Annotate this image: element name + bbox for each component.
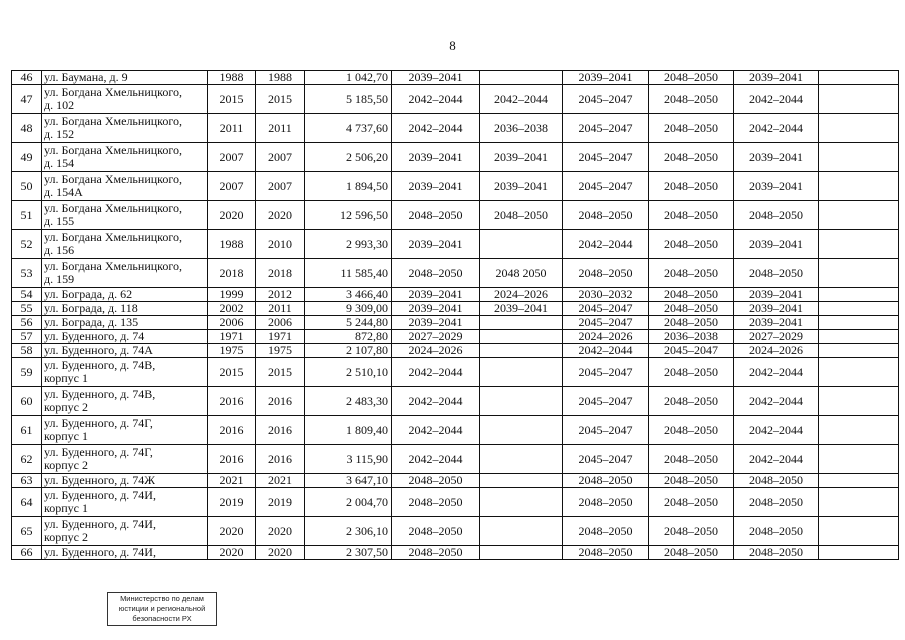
period-3-cell: 2030–2032 — [563, 288, 649, 302]
period-4-cell: 2048–2050 — [649, 230, 734, 259]
row-number: 48 — [12, 114, 42, 143]
table-row — [12, 358, 899, 387]
row-number: 61 — [12, 416, 42, 445]
period-5-cell: 2042–2044 — [734, 387, 819, 416]
year-built-cell: 2020 — [208, 546, 256, 560]
address-cell — [42, 302, 208, 316]
period-4-cell: 2048–2050 — [649, 114, 734, 143]
period-3-cell: 2048–2050 — [563, 488, 649, 517]
address-line: корпус 2 — [44, 458, 88, 472]
address-cell — [42, 546, 208, 560]
address-line: ул. Бограда, д. 62 — [44, 287, 133, 301]
area-cell: 3 647,10 — [305, 474, 392, 488]
period-2-cell: 2024–2026 — [480, 288, 563, 302]
area-cell: 2 993,30 — [305, 230, 392, 259]
year-commissioned-cell: 1975 — [256, 344, 305, 358]
stamp-line: безопасности РХ — [132, 614, 192, 623]
address-cell — [42, 172, 208, 201]
period-5-cell: 2048–2050 — [734, 488, 819, 517]
period-4-cell: 2048–2050 — [649, 302, 734, 316]
period-1-cell: 2048–2050 — [392, 474, 480, 488]
table-row — [12, 316, 899, 330]
period-5-cell: 2039–2041 — [734, 288, 819, 302]
year-built-cell: 2015 — [208, 85, 256, 114]
period-1-cell: 2048–2050 — [392, 546, 480, 560]
year-commissioned-cell: 2006 — [256, 316, 305, 330]
period-5-cell: 2042–2044 — [734, 445, 819, 474]
period-4-cell: 2045–2047 — [649, 344, 734, 358]
empty-cell — [819, 71, 899, 85]
area-cell: 5 185,50 — [305, 85, 392, 114]
capital-repair-schedule-table — [11, 70, 899, 560]
period-1-cell: 2042–2044 — [392, 85, 480, 114]
table-row — [12, 201, 899, 230]
period-3-cell: 2045–2047 — [563, 85, 649, 114]
address-cell — [42, 330, 208, 344]
table-row — [12, 546, 899, 560]
area-cell: 2 306,10 — [305, 517, 392, 546]
empty-cell — [819, 416, 899, 445]
period-1-cell: 2039–2041 — [392, 172, 480, 201]
period-2-cell — [480, 387, 563, 416]
row-number: 55 — [12, 302, 42, 316]
period-1-cell: 2042–2044 — [392, 416, 480, 445]
row-number: 60 — [12, 387, 42, 416]
period-3-cell: 2048–2050 — [563, 201, 649, 230]
row-number: 57 — [12, 330, 42, 344]
period-1-cell: 2027–2029 — [392, 330, 480, 344]
table-row — [12, 445, 899, 474]
address-line: д. 155 — [44, 214, 75, 228]
year-commissioned-cell: 2016 — [256, 416, 305, 445]
table-row — [12, 85, 899, 114]
address-line: д. 152 — [44, 127, 75, 141]
period-4-cell: 2048–2050 — [649, 546, 734, 560]
period-4-cell: 2048–2050 — [649, 85, 734, 114]
address-line: ул. Богдана Хмельницкого, — [44, 85, 183, 99]
address-cell — [42, 474, 208, 488]
period-2-cell: 2048 2050 — [480, 259, 563, 288]
address-line: ул. Богдана Хмельницкого, — [44, 143, 183, 157]
row-number: 64 — [12, 488, 42, 517]
period-1-cell: 2024–2026 — [392, 344, 480, 358]
period-5-cell: 2039–2041 — [734, 143, 819, 172]
period-4-cell: 2048–2050 — [649, 316, 734, 330]
period-4-cell: 2048–2050 — [649, 201, 734, 230]
address-cell — [42, 445, 208, 474]
period-5-cell: 2042–2044 — [734, 85, 819, 114]
row-number: 66 — [12, 546, 42, 560]
year-commissioned-cell: 2012 — [256, 288, 305, 302]
address-line: корпус 2 — [44, 530, 88, 544]
period-5-cell: 2039–2041 — [734, 316, 819, 330]
period-1-cell: 2048–2050 — [392, 259, 480, 288]
period-5-cell: 2048–2050 — [734, 546, 819, 560]
period-1-cell: 2039–2041 — [392, 230, 480, 259]
period-3-cell: 2045–2047 — [563, 143, 649, 172]
empty-cell — [819, 201, 899, 230]
year-commissioned-cell: 2021 — [256, 474, 305, 488]
address-line: д. 156 — [44, 243, 75, 257]
area-cell: 2 307,50 — [305, 546, 392, 560]
period-3-cell: 2039–2041 — [563, 71, 649, 85]
table-row — [12, 474, 899, 488]
year-commissioned-cell: 2020 — [256, 201, 305, 230]
period-3-cell: 2045–2047 — [563, 416, 649, 445]
year-built-cell: 2016 — [208, 445, 256, 474]
year-commissioned-cell: 2020 — [256, 517, 305, 546]
period-1-cell: 2048–2050 — [392, 201, 480, 230]
period-5-cell: 2039–2041 — [734, 230, 819, 259]
area-cell: 1 894,50 — [305, 172, 392, 201]
period-2-cell — [480, 546, 563, 560]
table-row — [12, 114, 899, 143]
period-2-cell — [480, 488, 563, 517]
address-cell — [42, 71, 208, 85]
row-number: 54 — [12, 288, 42, 302]
period-4-cell: 2048–2050 — [649, 474, 734, 488]
period-4-cell: 2048–2050 — [649, 288, 734, 302]
period-4-cell: 2048–2050 — [649, 517, 734, 546]
year-commissioned-cell: 1988 — [256, 71, 305, 85]
area-cell: 1 809,40 — [305, 416, 392, 445]
empty-cell — [819, 546, 899, 560]
year-built-cell: 2002 — [208, 302, 256, 316]
year-commissioned-cell: 2016 — [256, 445, 305, 474]
area-cell: 2 107,80 — [305, 344, 392, 358]
period-5-cell: 2048–2050 — [734, 201, 819, 230]
year-built-cell: 1988 — [208, 71, 256, 85]
year-commissioned-cell: 2011 — [256, 114, 305, 143]
address-line: корпус 2 — [44, 400, 88, 414]
address-cell — [42, 114, 208, 143]
address-line: ул. Богдана Хмельницкого, — [44, 114, 183, 128]
address-line: д. 154 — [44, 156, 75, 170]
area-cell: 4 737,60 — [305, 114, 392, 143]
period-2-cell: 2036–2038 — [480, 114, 563, 143]
period-3-cell: 2045–2047 — [563, 114, 649, 143]
period-1-cell: 2042–2044 — [392, 387, 480, 416]
year-built-cell: 2016 — [208, 387, 256, 416]
year-commissioned-cell: 2015 — [256, 85, 305, 114]
year-built-cell: 1999 — [208, 288, 256, 302]
address-line: ул. Буденного, д. 74В, — [44, 358, 156, 372]
area-cell: 1 042,70 — [305, 71, 392, 85]
year-built-cell: 2020 — [208, 517, 256, 546]
period-5-cell: 2039–2041 — [734, 71, 819, 85]
period-2-cell: 2039–2041 — [480, 302, 563, 316]
period-2-cell: 2048–2050 — [480, 201, 563, 230]
year-built-cell: 2011 — [208, 114, 256, 143]
period-3-cell: 2048–2050 — [563, 517, 649, 546]
row-number: 53 — [12, 259, 42, 288]
row-number: 46 — [12, 71, 42, 85]
address-cell — [42, 344, 208, 358]
table-row — [12, 517, 899, 546]
table-row — [12, 143, 899, 172]
period-3-cell: 2045–2047 — [563, 316, 649, 330]
period-4-cell: 2048–2050 — [649, 143, 734, 172]
address-line: ул. Буденного, д. 74Г, — [44, 416, 153, 430]
period-5-cell: 2039–2041 — [734, 302, 819, 316]
year-commissioned-cell: 2016 — [256, 387, 305, 416]
row-number: 50 — [12, 172, 42, 201]
year-built-cell: 2007 — [208, 143, 256, 172]
period-2-cell: 2042–2044 — [480, 85, 563, 114]
area-cell: 5 244,80 — [305, 316, 392, 330]
stamp-line: юстиции и региональной — [118, 604, 206, 613]
period-2-cell — [480, 330, 563, 344]
address-line: корпус 1 — [44, 429, 88, 443]
address-cell — [42, 288, 208, 302]
period-2-cell — [480, 358, 563, 387]
year-built-cell: 2021 — [208, 474, 256, 488]
period-4-cell: 2048–2050 — [649, 71, 734, 85]
period-5-cell: 2042–2044 — [734, 358, 819, 387]
area-cell: 872,80 — [305, 330, 392, 344]
area-cell: 2 483,30 — [305, 387, 392, 416]
empty-cell — [819, 316, 899, 330]
address-line: корпус 1 — [44, 371, 88, 385]
area-cell: 9 309,00 — [305, 302, 392, 316]
address-line: ул. Буденного, д. 74А — [44, 343, 153, 357]
period-2-cell — [480, 416, 563, 445]
empty-cell — [819, 302, 899, 316]
table-row — [12, 330, 899, 344]
year-commissioned-cell: 2020 — [256, 546, 305, 560]
empty-cell — [819, 85, 899, 114]
empty-cell — [819, 344, 899, 358]
period-5-cell: 2024–2026 — [734, 344, 819, 358]
empty-cell — [819, 387, 899, 416]
table-row — [12, 344, 899, 358]
address-line: ул. Буденного, д. 74Г, — [44, 445, 153, 459]
period-5-cell: 2042–2044 — [734, 416, 819, 445]
address-line: ул. Богдана Хмельницкого, — [44, 201, 183, 215]
period-1-cell: 2048–2050 — [392, 488, 480, 517]
address-line: ул. Буденного, д. 74И, — [44, 545, 156, 559]
period-2-cell — [480, 344, 563, 358]
period-4-cell: 2048–2050 — [649, 358, 734, 387]
empty-cell — [819, 114, 899, 143]
period-2-cell — [480, 230, 563, 259]
table-body — [12, 71, 899, 560]
period-5-cell: 2048–2050 — [734, 517, 819, 546]
area-cell: 11 585,40 — [305, 259, 392, 288]
period-4-cell: 2048–2050 — [649, 259, 734, 288]
period-3-cell: 2048–2050 — [563, 259, 649, 288]
row-number: 47 — [12, 85, 42, 114]
area-cell: 2 004,70 — [305, 488, 392, 517]
period-4-cell: 2048–2050 — [649, 172, 734, 201]
address-line: ул. Бограда, д. 118 — [44, 301, 138, 315]
address-line: д. 154А — [44, 185, 83, 199]
address-cell — [42, 143, 208, 172]
period-2-cell — [480, 474, 563, 488]
empty-cell — [819, 143, 899, 172]
address-line: ул. Богдана Хмельницкого, — [44, 259, 183, 273]
empty-cell — [819, 358, 899, 387]
empty-cell — [819, 172, 899, 201]
period-2-cell — [480, 445, 563, 474]
address-line: д. 102 — [44, 98, 75, 112]
year-commissioned-cell: 2015 — [256, 358, 305, 387]
address-line: ул. Богдана Хмельницкого, — [44, 230, 183, 244]
address-line: ул. Бограда, д. 135 — [44, 315, 139, 329]
area-cell: 2 510,10 — [305, 358, 392, 387]
period-5-cell: 2027–2029 — [734, 330, 819, 344]
year-built-cell: 2018 — [208, 259, 256, 288]
row-number: 56 — [12, 316, 42, 330]
year-built-cell: 2015 — [208, 358, 256, 387]
row-number: 62 — [12, 445, 42, 474]
period-3-cell: 2045–2047 — [563, 172, 649, 201]
address-cell — [42, 85, 208, 114]
address-line: ул. Буденного, д. 74И, — [44, 488, 156, 502]
period-1-cell: 2042–2044 — [392, 358, 480, 387]
address-cell — [42, 517, 208, 546]
year-built-cell: 1971 — [208, 330, 256, 344]
period-5-cell: 2042–2044 — [734, 114, 819, 143]
ministry-stamp — [107, 592, 217, 626]
period-1-cell: 2042–2044 — [392, 445, 480, 474]
period-3-cell: 2048–2050 — [563, 474, 649, 488]
period-3-cell: 2024–2026 — [563, 330, 649, 344]
period-1-cell: 2042–2044 — [392, 114, 480, 143]
row-number: 58 — [12, 344, 42, 358]
table-row — [12, 259, 899, 288]
year-commissioned-cell: 2018 — [256, 259, 305, 288]
address-cell — [42, 230, 208, 259]
period-5-cell: 2048–2050 — [734, 259, 819, 288]
empty-cell — [819, 330, 899, 344]
address-cell — [42, 259, 208, 288]
period-1-cell: 2039–2041 — [392, 71, 480, 85]
year-commissioned-cell: 2011 — [256, 302, 305, 316]
period-2-cell: 2039–2041 — [480, 143, 563, 172]
address-line: ул. Буденного, д. 74 — [44, 329, 145, 343]
row-number: 49 — [12, 143, 42, 172]
row-number: 59 — [12, 358, 42, 387]
period-3-cell: 2045–2047 — [563, 387, 649, 416]
empty-cell — [819, 517, 899, 546]
period-4-cell: 2048–2050 — [649, 445, 734, 474]
table-row — [12, 387, 899, 416]
table-row — [12, 488, 899, 517]
row-number: 63 — [12, 474, 42, 488]
period-4-cell: 2048–2050 — [649, 387, 734, 416]
address-line: ул. Буденного, д. 74Ж — [44, 473, 156, 487]
year-commissioned-cell: 2019 — [256, 488, 305, 517]
table-row — [12, 230, 899, 259]
period-3-cell: 2048–2050 — [563, 546, 649, 560]
period-1-cell: 2039–2041 — [392, 288, 480, 302]
year-built-cell: 2020 — [208, 201, 256, 230]
period-1-cell: 2039–2041 — [392, 316, 480, 330]
row-number: 51 — [12, 201, 42, 230]
empty-cell — [819, 259, 899, 288]
period-3-cell: 2045–2047 — [563, 445, 649, 474]
empty-cell — [819, 288, 899, 302]
period-2-cell — [480, 71, 563, 85]
table-row — [12, 172, 899, 201]
empty-cell — [819, 445, 899, 474]
address-line: д. 159 — [44, 272, 75, 286]
empty-cell — [819, 230, 899, 259]
row-number: 52 — [12, 230, 42, 259]
row-number: 65 — [12, 517, 42, 546]
area-cell: 3 115,90 — [305, 445, 392, 474]
year-commissioned-cell: 2007 — [256, 172, 305, 201]
table-row — [12, 288, 899, 302]
address-line: корпус 1 — [44, 501, 88, 515]
year-built-cell: 1975 — [208, 344, 256, 358]
area-cell: 2 506,20 — [305, 143, 392, 172]
period-4-cell: 2048–2050 — [649, 488, 734, 517]
stamp-line: Министерство по делам — [120, 594, 204, 603]
empty-cell — [819, 488, 899, 517]
table-row — [12, 302, 899, 316]
period-4-cell: 2048–2050 — [649, 416, 734, 445]
period-5-cell: 2039–2041 — [734, 172, 819, 201]
period-3-cell: 2045–2047 — [563, 302, 649, 316]
period-5-cell: 2048–2050 — [734, 474, 819, 488]
address-cell — [42, 316, 208, 330]
address-line: ул. Богдана Хмельницкого, — [44, 172, 183, 186]
area-cell: 12 596,50 — [305, 201, 392, 230]
period-1-cell: 2039–2041 — [392, 143, 480, 172]
table-row — [12, 71, 899, 85]
address-cell — [42, 201, 208, 230]
period-1-cell: 2039–2041 — [392, 302, 480, 316]
address-cell — [42, 416, 208, 445]
period-2-cell — [480, 517, 563, 546]
year-commissioned-cell: 2007 — [256, 143, 305, 172]
empty-cell — [819, 474, 899, 488]
table-row — [12, 416, 899, 445]
page-number: 8 — [449, 38, 456, 53]
address-cell — [42, 387, 208, 416]
period-3-cell: 2042–2044 — [563, 230, 649, 259]
period-2-cell: 2039–2041 — [480, 172, 563, 201]
year-built-cell: 2016 — [208, 416, 256, 445]
year-built-cell: 2006 — [208, 316, 256, 330]
area-cell: 3 466,40 — [305, 288, 392, 302]
year-built-cell: 2007 — [208, 172, 256, 201]
address-line: ул. Баумана, д. 9 — [44, 70, 128, 84]
period-3-cell: 2042–2044 — [563, 344, 649, 358]
address-line: ул. Буденного, д. 74В, — [44, 387, 156, 401]
address-line: ул. Буденного, д. 74И, — [44, 517, 156, 531]
year-commissioned-cell: 2010 — [256, 230, 305, 259]
period-4-cell: 2036–2038 — [649, 330, 734, 344]
year-commissioned-cell: 1971 — [256, 330, 305, 344]
address-cell — [42, 358, 208, 387]
period-1-cell: 2048–2050 — [392, 517, 480, 546]
year-built-cell: 1988 — [208, 230, 256, 259]
year-built-cell: 2019 — [208, 488, 256, 517]
address-cell — [42, 488, 208, 517]
period-3-cell: 2045–2047 — [563, 358, 649, 387]
period-2-cell — [480, 316, 563, 330]
